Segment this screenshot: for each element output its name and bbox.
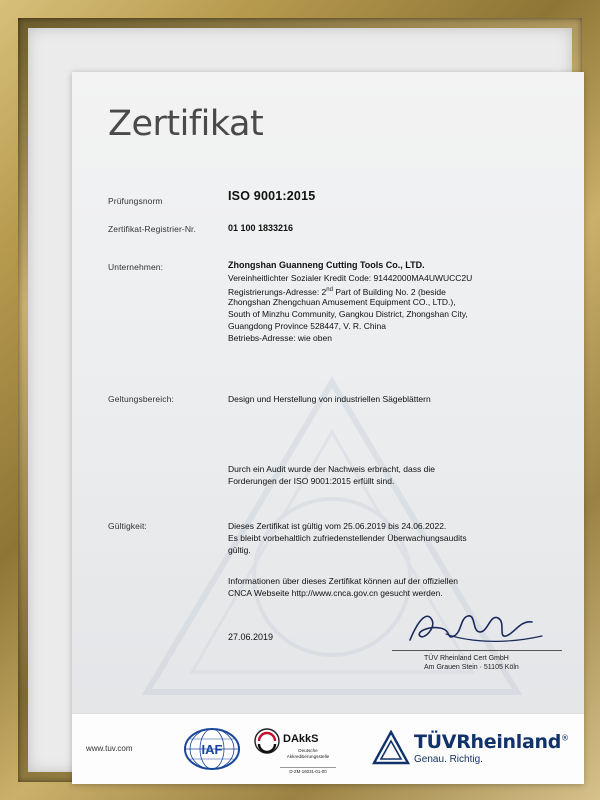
issuer-line-2: Am Grauen Stein · 51105 Köln: [424, 664, 519, 671]
dakks-logo: [250, 726, 336, 772]
label-unternehmen: Unternehmen:: [108, 262, 164, 272]
validity-line-1: Dieses Zertifikat ist gültig vom 25.06.2019 bis 24.06.2022.: [228, 521, 447, 531]
svg-text:IAF: IAF: [201, 742, 223, 757]
label-geltungsbereich: Geltungsbereich:: [108, 394, 174, 404]
value-registriernummer: 01 100 1833216: [228, 223, 294, 233]
svg-text:DAkkS: DAkkS: [283, 733, 319, 745]
company-line-1: Vereinheitlichter Sozialer Kredit Code: 91442000MA4UWUCC2U: [228, 273, 473, 283]
label-pruefungsnorm: Prüfungsnorm: [108, 196, 163, 206]
info-line-2: CNCA Webseite http://www.cnca.gov.cn gesucht werden.: [228, 588, 443, 598]
company-line-5: Guangdong Province 528447, V. R. China: [228, 321, 386, 331]
signature-rule: [392, 650, 562, 651]
value-pruefungsnorm: ISO 9001:2015: [228, 189, 316, 203]
document-footer: [72, 713, 584, 784]
tuv-triangle-icon: [372, 730, 410, 768]
registered-icon: ®: [561, 733, 569, 743]
validity-line-3: gültig.: [228, 545, 251, 555]
dakks-code: D-ZM-16031-01-00: [280, 767, 336, 774]
tuv-wordmark: [414, 731, 569, 753]
tuv-rheinland-logo: [372, 730, 572, 772]
validity-line-2: Es bleibt vorbehaltlich zufriedenstellender Überwachungsaudits: [228, 533, 467, 543]
value-geltungsbereich: Design und Herstellung von industriellen Sägeblättern: [228, 394, 431, 404]
info-line-1: Informationen über dieses Zertifikat können auf der offiziellen: [228, 576, 458, 586]
audit-line-2: Forderungen der ISO 9001:2015 erfüllt sind.: [228, 476, 395, 486]
company-line-4: South of Minzhu Community, Gangkou District, Zhongshan City,: [228, 309, 468, 319]
company-line-3: Zhongshan Zhengchuan Amusement Equipment CO., LTD.),: [228, 297, 456, 307]
issuer-block: [424, 654, 519, 672]
issuer-line-1: TÜV Rheinland Cert GmbH: [424, 655, 509, 662]
page-title: Zertifikat: [108, 104, 264, 144]
company-line-2-text: Registrierungs-Adresse: 2nd Part of Building No. 2 (beside: [228, 286, 446, 297]
label-gueltigkeit: Gültigkeit:: [108, 521, 147, 531]
signature-icon: [402, 606, 552, 652]
value-company-name: Zhongshan Guanneng Cutting Tools Co., LTD.: [228, 260, 425, 270]
tuv-url: www.tuv.com: [86, 744, 133, 753]
certificate-document: [72, 72, 584, 784]
audit-line-1: Durch ein Audit wurde der Nachweis erbracht, dass die: [228, 464, 435, 474]
frame-mat: [28, 28, 572, 772]
tuv-wordmark-text: TÜVRheinland: [414, 731, 562, 753]
issue-date: 27.06.2019: [228, 632, 274, 642]
company-line-6: Betriebs-Adresse: wie oben: [228, 333, 332, 343]
iaf-logo: [184, 728, 240, 770]
dakks-subtitle: Deutsche Akkreditierungsstelle: [286, 748, 330, 759]
label-registriernummer: Zertifikat-Registrier-Nr.: [108, 224, 196, 234]
tuv-claim: Genau. Richtig.: [414, 754, 483, 765]
